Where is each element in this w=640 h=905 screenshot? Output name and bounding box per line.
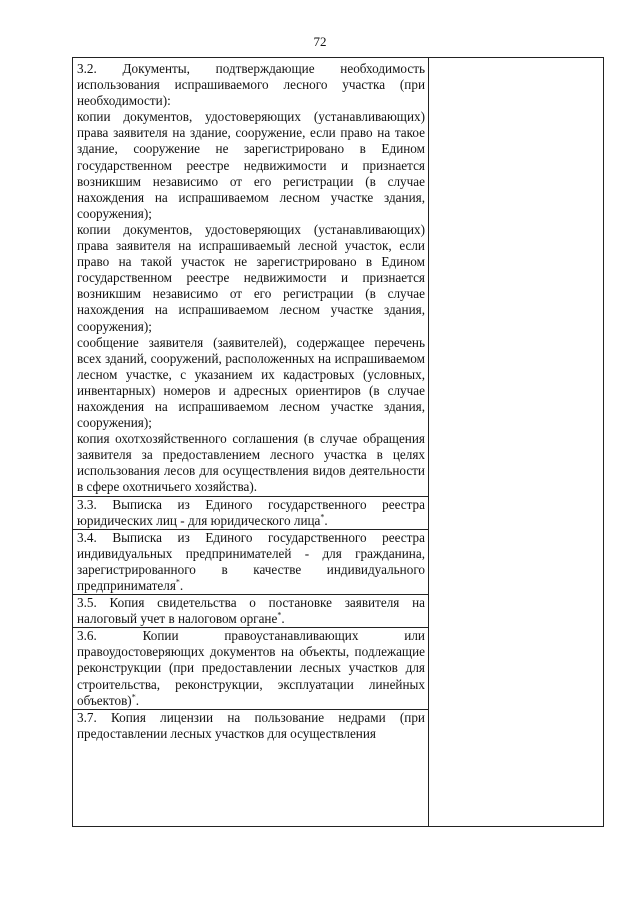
section-3-2-item-building-docs: копии документов, удостоверяющих (устанавливающих) права заявителя на здание, сооружение, если право на такое здание, сооружение не зарегистрировано в Едином государственном реестре недвижимости и признается возникшим независимо от его регистрации (в случае нахождения на испрашиваемом лесном участке здания, сооружения); (77, 109, 425, 221)
footnote-mark: * (131, 692, 136, 702)
sentence-end: . (281, 611, 285, 627)
footnote-mark: * (175, 577, 180, 587)
footnote-mark: * (320, 512, 325, 522)
section-3-3-body: 3.3. Выписка из Единого государственного реестра юридических лиц - для юридического лица (77, 496, 425, 528)
section-3-5-text (73, 595, 428, 627)
section-3-2-item-buildings-list: сообщение заявителя (заявителей), содержащее перечень всех зданий, сооружений, расположенных на испрашиваемом лесном участке, с указанием их кадастровых (условных, инвентарных) номеров и адресных ориентиров (в случае нахождения на испрашиваемом лесном участке здания, сооружения); (77, 334, 425, 431)
section-3-2-item-land-docs: копии документов, удостоверяющих (устанавливающих) права заявителя на испрашиваемый лесной участок, если право на такой участок не зарегистрировано в Едином государственном реестре недвижимости и признается возникшим независимо от его регистрации (в случае нахождения на испрашиваемом лесном участке здания, сооружения); (77, 221, 425, 334)
sentence-end: . (135, 692, 139, 708)
section-3-2-item-hunting-agreement: копия охотхозяйственного соглашения (в случае обращения заявителя за предоставлением лесного участка в целях использования лесов для осуществления видов деятельности в сфере охотничьего хозяйства). (77, 431, 425, 495)
section-3-5-body: 3.5. Копия свидетельства о постановке заявителя на налоговый учет в налоговом органе (77, 595, 425, 627)
footnote-mark: * (277, 610, 282, 620)
section-3-4-body: 3.4. Выписка из Единого государственного реестра индивидуальных предпринимателей - для гражданина, зарегистрированного в качестве индивидуального предпринимателя (77, 529, 425, 593)
table-row-3-5 (73, 594, 428, 627)
document-table (72, 57, 604, 827)
section-3-6-text (73, 628, 428, 708)
table-row-3-6 (73, 627, 428, 708)
requirements-column (73, 58, 428, 826)
section-3-3-text (73, 497, 428, 529)
page-number: 72 (313, 34, 327, 49)
sentence-end: . (179, 578, 184, 593)
section-3-6-body: 3.6. Копии правоустанавливающих или правоудостоверяющих документов на объекты, подлежащие реконструкции (при предоставлении лесных участков для строительства, реконструкции, эксплуатации линейных объектов) (77, 628, 425, 708)
section-3-4-text (73, 530, 428, 594)
sentence-end: . (324, 512, 328, 528)
column-divider (428, 58, 429, 826)
table-row-3-2 (73, 58, 428, 496)
table-row-3-7 (73, 709, 428, 742)
section-3-7-text: 3.7. Копия лицензии на пользование недрами (при предоставлении лесных участков для осуществления (77, 709, 425, 741)
table-row-3-3 (73, 496, 428, 529)
table-row-3-4 (73, 529, 428, 594)
section-3-2-heading: 3.2. Документы, подтверждающие необходимость использования испрашиваемого лесного участка (при необходимости): (77, 61, 425, 109)
